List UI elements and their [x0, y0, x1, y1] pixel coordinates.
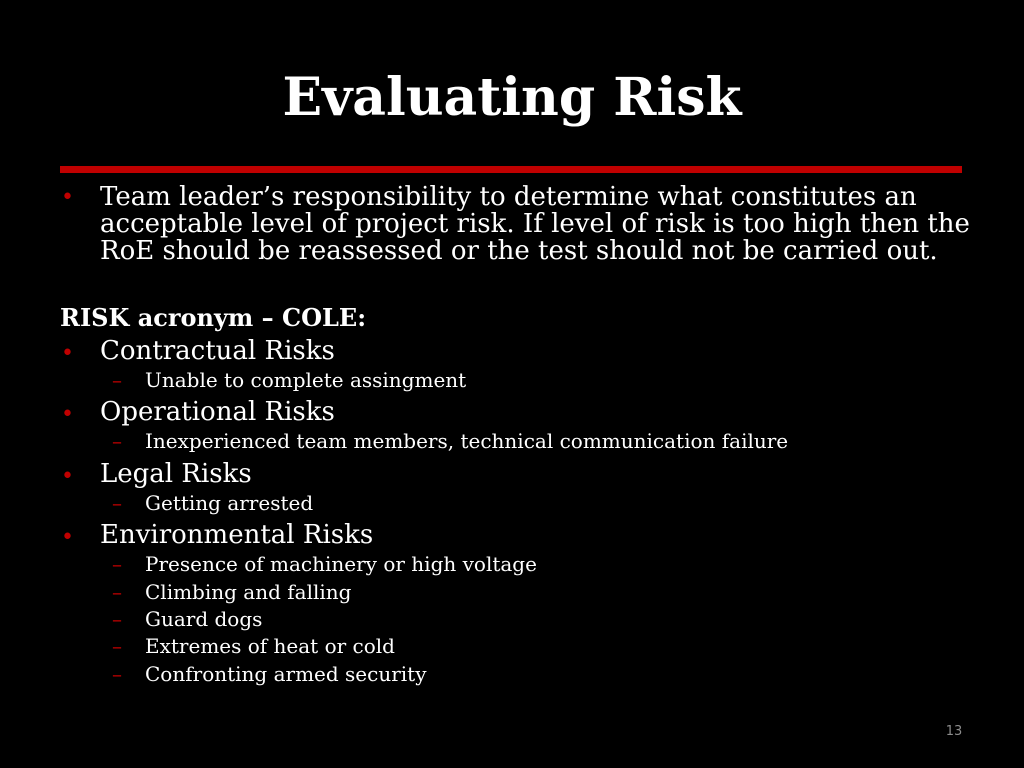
sub-item-text: Presence of machinery or high voltage: [145, 552, 537, 577]
sub-item: [60, 606, 970, 633]
sub-item: [60, 367, 970, 394]
sub-item: [60, 579, 970, 606]
intro-bullet: [60, 184, 970, 265]
risk-label: Legal Risks: [100, 458, 252, 489]
acronym-heading: RISK acronym – COLE:: [60, 303, 367, 332]
slide-title: Evaluating Risk: [282, 67, 742, 128]
page-number: 13: [945, 724, 963, 739]
risk-contractual: [60, 336, 970, 367]
title-divider: [60, 166, 962, 173]
dash-marker: –: [112, 634, 122, 659]
sub-item-text: Inexperienced team members, technical communication failure: [145, 429, 789, 454]
sub-item: [60, 428, 970, 455]
sub-item: [60, 551, 970, 578]
sub-item-text: Climbing and falling: [145, 579, 352, 604]
bullet-marker: •: [61, 185, 74, 210]
slide-content: [60, 180, 970, 688]
risk-label: Environmental Risks: [100, 520, 374, 551]
bullet-marker: •: [61, 463, 74, 489]
risk-label: Operational Risks: [100, 397, 335, 428]
bullet-marker: •: [61, 402, 74, 428]
risk-environmental: [60, 520, 970, 551]
intro-text: Team leader’s responsibility to determine what constitutes an acceptable level of project risk. If level of risk is too high then the RoE should be reassessed or the test should not be carried out.: [100, 182, 970, 266]
sub-item-text: Unable to complete assingment: [145, 368, 467, 392]
sub-item: [60, 661, 970, 688]
dash-marker: –: [112, 368, 122, 392]
dash-marker: –: [112, 490, 122, 515]
sub-item: [60, 633, 970, 660]
sub-item: [60, 490, 970, 517]
dash-marker: –: [112, 661, 122, 686]
bullet-marker: •: [61, 525, 74, 551]
dash-marker: –: [112, 579, 122, 604]
sub-item-text: Guard dogs: [145, 607, 263, 632]
sub-item-text: Getting arrested: [145, 490, 314, 515]
sub-item-text: Confronting armed security: [145, 661, 427, 686]
dash-marker: –: [112, 429, 122, 454]
risk-legal: [60, 459, 970, 490]
dash-marker: –: [112, 607, 122, 632]
risk-label: Contractual Risks: [100, 336, 335, 366]
bullet-marker: •: [61, 341, 74, 366]
sub-item-text: Extremes of heat or cold: [145, 634, 395, 659]
dash-marker: –: [112, 552, 122, 577]
risk-operational: [60, 397, 970, 428]
